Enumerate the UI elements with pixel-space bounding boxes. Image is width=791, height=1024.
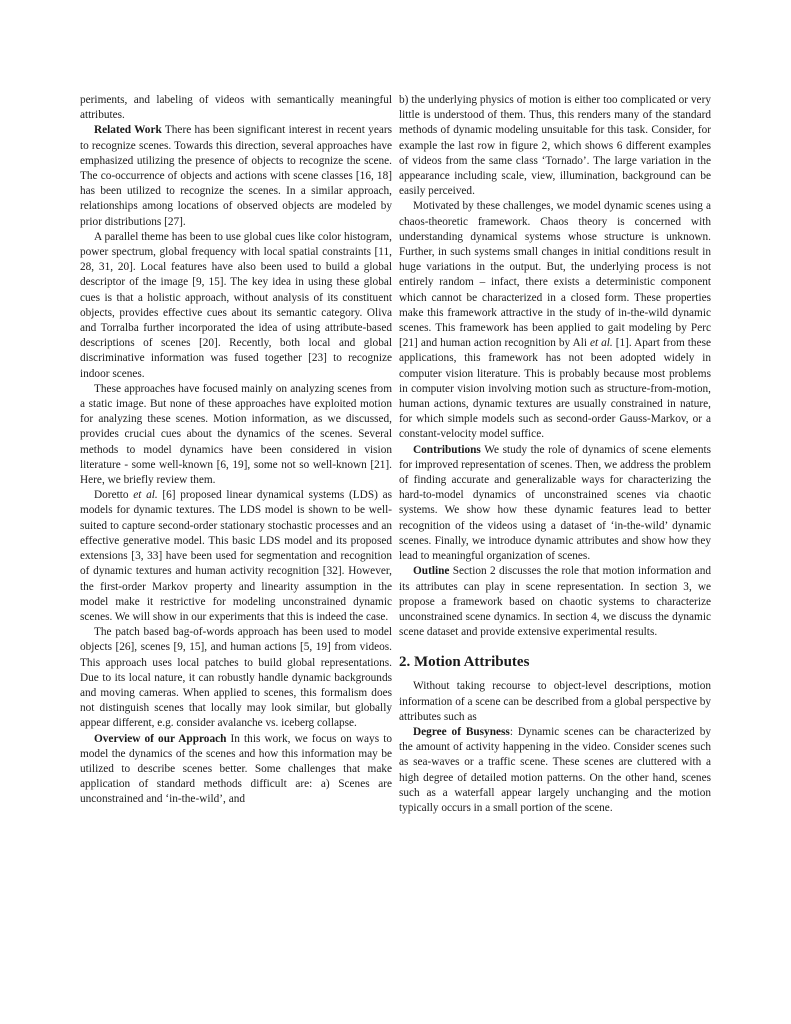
paragraph-motion-attributes-intro <box>399 679 711 725</box>
paragraph-overview <box>80 732 392 808</box>
italic-text: et al. <box>590 337 613 350</box>
paragraph-contributions <box>399 443 711 565</box>
run-in-heading-busyness: Degree of Busyness <box>413 725 510 738</box>
paragraph-text: There has been significant interest in recent years to recognize scenes. Towards this direction, several approaches have emphasized utilizing the presence of objects to recognize the scene. The co-occurrence of objects and actions with scene classes [16, 18] has been utilized to recognize the scenes. In a similar approach, relationships among locations of observed objects are modeled by prior distributions [27]. <box>80 124 393 228</box>
paragraph-text: [1]. Apart from these applications, this framework has not been adopted widely in computer vision literature. This is probably because most problems in computer vision involving motion such as structure-from-motion, human actions, dynamic textures are usually constrained in nature, for which simple models such as second-order Gauss-Markov, or a constant-velocity model suffice. <box>399 337 712 441</box>
paragraph-chaos-framework <box>399 199 711 442</box>
paragraph-static-approaches <box>80 382 392 488</box>
paragraph-intro-continuation <box>80 93 392 123</box>
paragraph-text: Motivated by these challenges, we model dynamic scenes using a chaos-theoretic framework. Chaos theory is concerned with understanding dynamical systems whose structure is unknown. Further, in such systems small changes in initial conditions result in huge variations in the output. But, the underlying process is not entirely random – infact, there exists a deterministic component which cannot be characterized in a closed form. These properties make this framework attractive in the study of in-the-wild dynamic scenes. This framework has been applied to gait modeling by Perc [21] and human action recognition by Ali <box>399 200 711 350</box>
paragraph-text: Without taking recourse to object-level descriptions, motion information of a scene can be described from a global perspective by attributes such as <box>399 680 711 723</box>
paragraph-global-cues <box>80 230 392 382</box>
paragraph-text: [6] proposed linear dynamical systems (LDS) as models for dynamic textures. The LDS model is shown to be well-suited to capture second-order stationary stochastic processes and an effective generative model. This basic LDS model and its proposed extensions [3, 33] have been used for segmentation and recognition of dynamic textures and human activity recognition [32]. However, the first-order Markov property and linearity assumption in the model make it restrictive for modeling unconstrained dynamic scenes. We will show in our experiments that this is indeed the case. <box>80 489 392 623</box>
paragraph-text: Section 2 discusses the role that motion information and its attributes can play in scene representation. In section 3, we propose a framework based on chaotic systems to characterize unconstrained scene dynamics. In section 4, we discuss the dynamic scene dataset and provide extensive experimental results. <box>399 565 711 639</box>
paragraph-challenges-continuation <box>399 93 711 199</box>
paragraph-text: In this work, we focus on ways to model the dynamics of the scenes and how this information may be utilized to describe scenes better. Some challenges that make application of standard methods difficult are: a) Scenes are unconstrained and ‘in-the-wild’, and <box>80 732 392 806</box>
left-column <box>80 93 392 808</box>
section-heading: 2. Motion Attributes <box>399 654 530 671</box>
run-in-heading-contributions: Contributions <box>413 443 481 456</box>
paragraph-text: A parallel theme has been to use global cues like color histogram, power spectrum, global frequency with local spatial constraints [11, 28, 31, 20]. Local features have also been used to build a global descriptor of the image [9, 15]. The key idea in using these global cues is that a holistic approach, without analysis of its constituent objects, provides effective cues about its semantic category. Oliva and Torralba further incorporated the idea of using attribute-based descriptions of scenes [20]. Recently, both local and global discriminative information was fused together [23] to recognize indoor scenes. <box>80 230 392 380</box>
paragraph-lds <box>80 488 392 625</box>
paragraph-outline <box>399 564 711 640</box>
paragraph-text: b) the underlying physics of motion is either too complicated or very little is understood of them. Thus, this renders many of the standard methods of dynamic modeling unsuitable for this task. Consider, for example the last row in figure 2, which shows 6 different examples of videos from the same class ‘Tornado’. The large variation in the appearance including scale, view, illumination, background can be easily perceived. <box>399 94 711 198</box>
paragraph-related-work <box>80 123 392 229</box>
paragraph-bag-of-words <box>80 625 392 731</box>
paragraph-text: We study the role of dynamics of scene elements for improved representation of scenes. Then, we address the problem of finding accurate and generalizable ways for characterizing the hard-to-model dynamics of unconstrained scenes via chaotic systems. We show how these dynamic features lead to better recognition of the videos using a dataset of ‘in-the-wild’ dynamic scenes. Finally, we introduce dynamic attributes and show how they lead to meaningful organization of scenes. <box>399 443 711 563</box>
run-in-heading-overview: Overview of our Approach <box>94 732 227 745</box>
right-column <box>399 93 711 816</box>
run-in-heading-outline: Outline <box>413 565 450 578</box>
paragraph-text: periments, and labeling of videos with semantically meaningful attributes. <box>80 94 392 122</box>
paragraph-degree-of-busyness <box>399 725 711 816</box>
paragraph-text: Doretto <box>94 489 134 502</box>
run-in-heading-related-work: Related Work <box>94 124 162 137</box>
paragraph-text: : Dynamic scenes can be characterized by the amount of activity happening in the video. Consider scenes such as sea-waves or a traffic scene. These scenes are cluttered with a high degree of detailed motion patterns. On the other hand, scenes such as a waterfall appear largely unchanging and the motion typically occurs in a small portion of the scene. <box>399 725 712 814</box>
paragraph-text: The patch based bag-of-words approach has been used to model objects [26], scenes [9, 15], and human actions [5, 19] from videos. This approach uses local patches to build global representations. Due to its local nature, it can robustly handle dynamic backgrounds and moving cameras. When applied to scenes, this formalism does not distinguish scenes that locally may look similar, but globally appear different, e.g. consider avalanche vs. iceberg collapse. <box>80 626 392 730</box>
paragraph-text: These approaches have focused mainly on analyzing scenes from a static image. But none of these approaches have exploited motion for analyzing these scenes. Motion information, as we discussed, provides crucial cues about the dynamics of the scenes. Several methods to model dynamics have been considered in vision literature - some well-known [6, 19], some not so well-known [21]. Here, we briefly review them. <box>80 382 392 487</box>
italic-text: et al. <box>133 489 158 502</box>
